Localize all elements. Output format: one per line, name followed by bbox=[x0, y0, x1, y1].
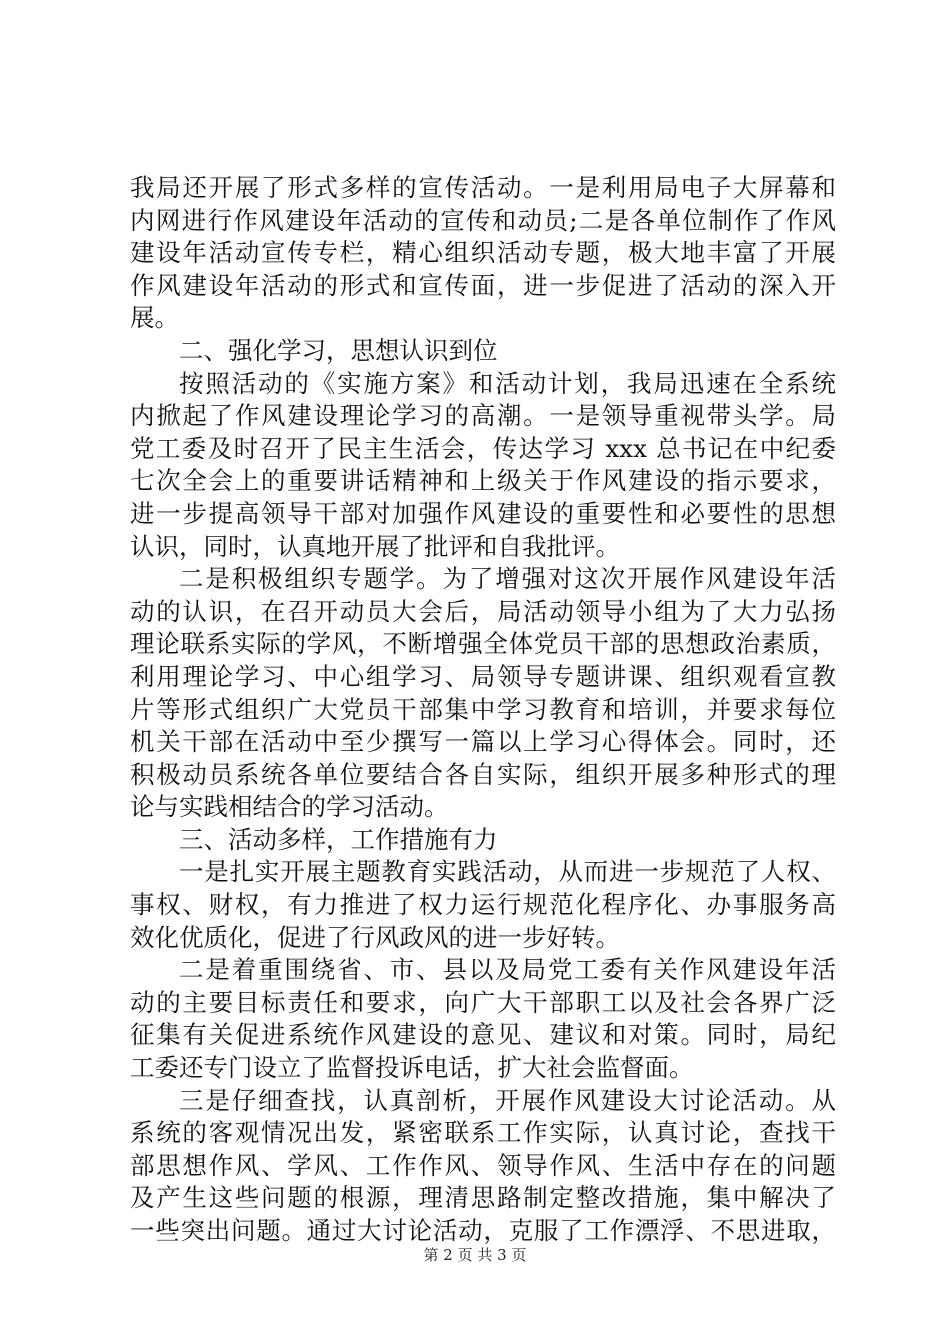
text-line: 理论联系实际的学风，不断增强全体党员干部的思想政治素质， bbox=[130, 629, 836, 659]
text-line: 党工委及时召开了民主生活会，传达学习 xxx 总书记在中纪委 bbox=[130, 433, 836, 463]
text-line: 二是积极组织专题学。为了增强对这次开展作风建设年活 bbox=[179, 564, 836, 594]
text-line: 作风建设年活动的形式和宣传面，进一步促进了活动的深入开 bbox=[130, 270, 836, 300]
text-line: 一些突出问题。通过大讨论活动，克服了工作漂浮、不思进取， bbox=[130, 1216, 836, 1245]
paragraph bbox=[130, 368, 836, 564]
text-line: 我局还开展了形式多样的宣传活动。一是利用局电子大屏幕和 bbox=[130, 173, 836, 202]
text-line: 系统的客观情况出发，紧密联系工作实际，认真讨论，查找干 bbox=[130, 1118, 836, 1148]
paragraph bbox=[130, 563, 836, 824]
page-footer bbox=[0, 1244, 950, 1265]
page-number-label: 第 2 页 共 3 页 bbox=[423, 1246, 527, 1264]
text-line: 一是扎实开展主题教育实践活动，从而进一步规范了人权、 bbox=[179, 857, 836, 887]
text-line: 按照活动的《实施方案》和活动计划，我局迅速在全系统 bbox=[179, 368, 836, 398]
text-line: 事权、财权，有力推进了权力运行规范化程序化、办事服务高 bbox=[130, 890, 836, 920]
text-line: 论与实践相结合的学习活动。 bbox=[130, 792, 449, 822]
text-line: 征集有关促进系统作风建设的意见、建议和对策。同时，局纪 bbox=[130, 1020, 836, 1050]
text-line: 内掀起了作风建设理论学习的高潮。一是领导重视带头学。局 bbox=[130, 401, 836, 431]
text-line: 机关干部在活动中至少撰写一篇以上学习心得体会。同时，还 bbox=[130, 727, 836, 757]
text-line: 内网进行作风建设年活动的宣传和动员;二是各单位制作了作风 bbox=[130, 205, 836, 235]
paragraph bbox=[130, 824, 836, 857]
text-line: 七次全会上的重要讲话精神和上级关于作风建设的指示要求， bbox=[130, 466, 836, 496]
text-line: 动的主要目标责任和要求，向广大干部职工以及社会各界广泛 bbox=[130, 987, 836, 1017]
text-line: 片等形式组织广大党员干部集中学习教育和培训，并要求每位 bbox=[130, 694, 836, 724]
text-line: 积极动员系统各单位要结合各自实际，组织开展多种形式的理 bbox=[130, 759, 836, 789]
text-line: 二是着重围绕省、市、县以及局党工委有关作风建设年活 bbox=[179, 955, 836, 985]
text-line: 工委还专门设立了监督投诉电话，扩大社会监督面。 bbox=[130, 1053, 694, 1083]
text-line: 展。 bbox=[130, 303, 179, 333]
text-line: 进一步提高领导干部对加强作风建设的重要性和必要性的思想 bbox=[130, 498, 836, 528]
text-line: 认识，同时，认真地开展了批评和自我批评。 bbox=[130, 531, 620, 561]
paragraph bbox=[130, 172, 836, 335]
paragraph bbox=[130, 954, 836, 1084]
paragraph bbox=[130, 335, 836, 368]
paragraph bbox=[130, 856, 836, 954]
text-line: 三是仔细查找，认真剖析，开展作风建设大讨论活动。从 bbox=[179, 1085, 836, 1115]
text-line: 效化优质化，促进了行风政风的进一步好转。 bbox=[130, 922, 620, 952]
document-body bbox=[130, 172, 836, 1248]
text-line: 部思想作风、学风、工作作风、领导作风、生活中存在的问题 bbox=[130, 1150, 836, 1180]
text-line: 动的认识，在召开动员大会后，局活动领导小组为了大力弘扬 bbox=[130, 596, 836, 626]
text-line: 利用理论学习、中心组学习、局领导专题讲课、组织观看宣教 bbox=[130, 661, 836, 691]
text-line: 及产生这些问题的根源，理清思路制定整改措施，集中解决了 bbox=[130, 1183, 836, 1213]
text-line: 三、活动多样，工作措施有力 bbox=[179, 824, 498, 854]
text-line: 二、强化学习，思想认识到位 bbox=[179, 335, 498, 365]
text-line: 建设年活动宣传专栏，精心组织活动专题，极大地丰富了开展 bbox=[130, 238, 836, 268]
paragraph bbox=[130, 1085, 836, 1248]
